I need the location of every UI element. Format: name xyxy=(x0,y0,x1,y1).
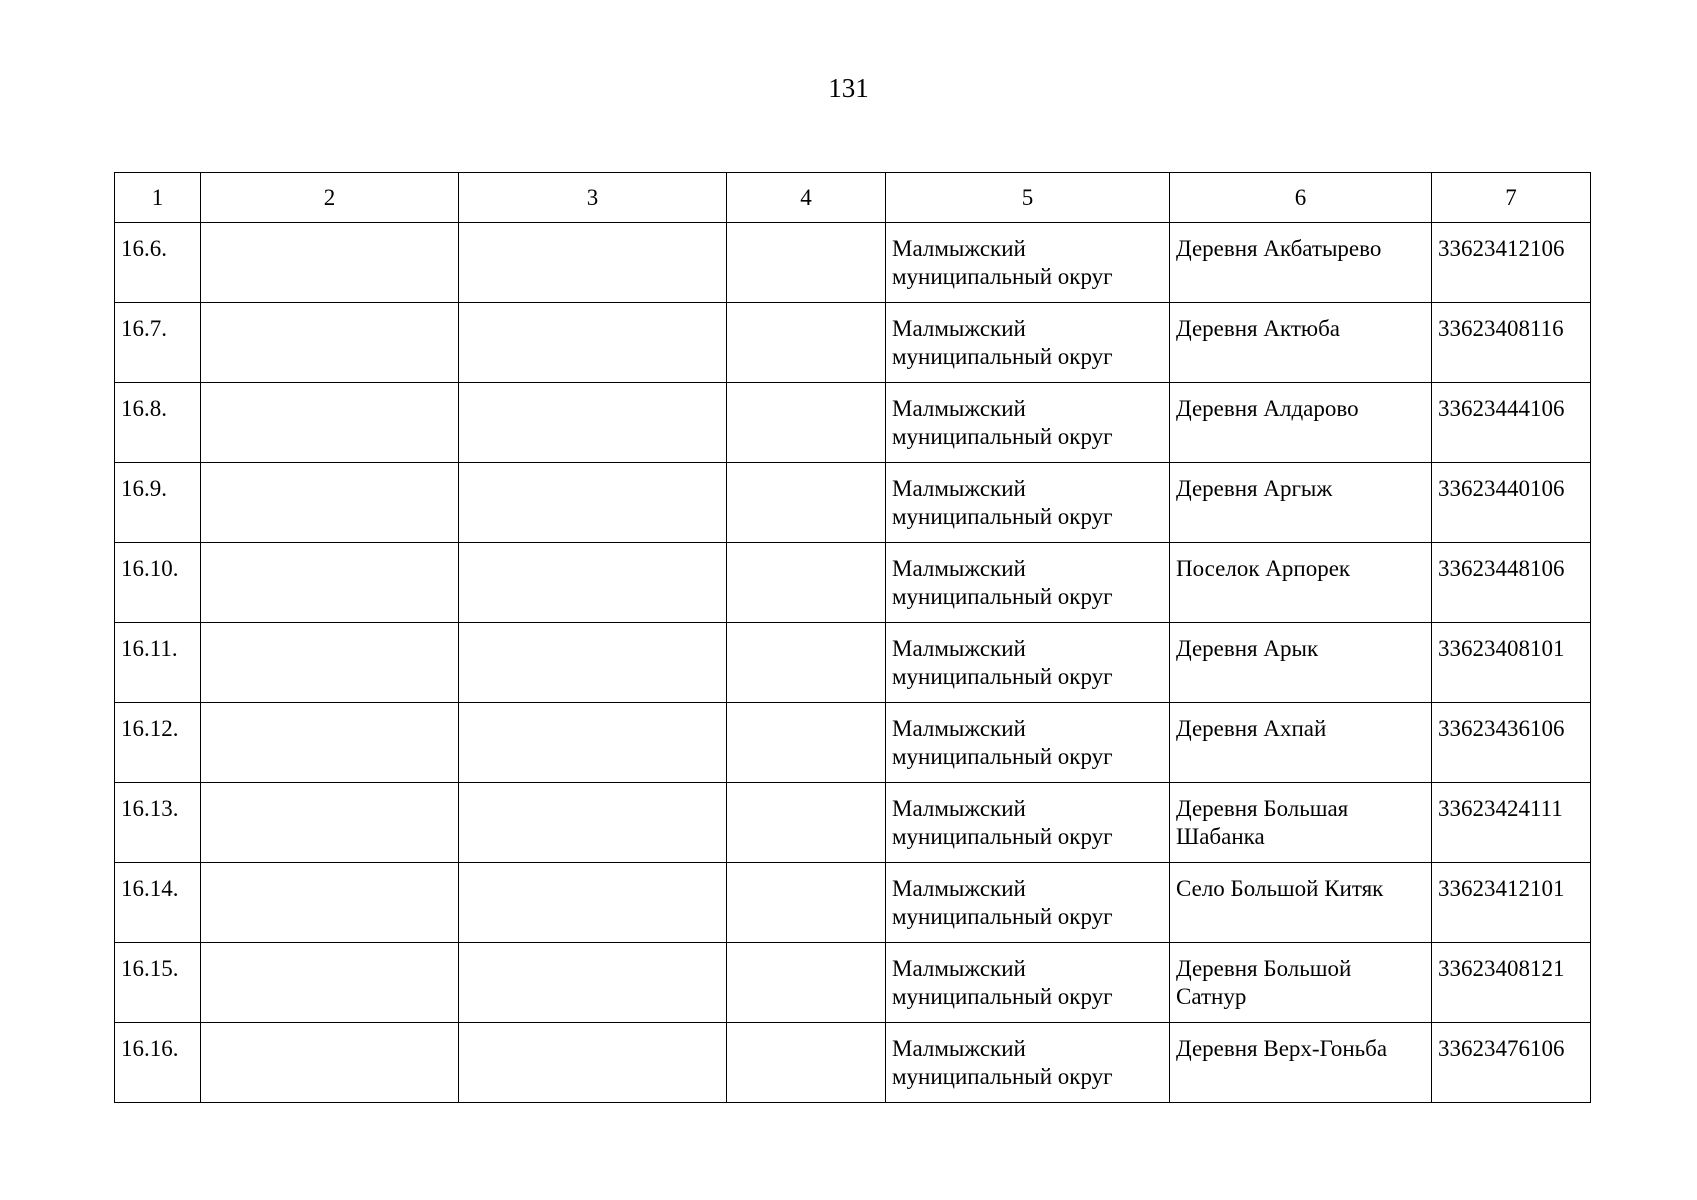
settlement-cell: Деревня Ахпай xyxy=(1170,703,1432,783)
column-3-cell xyxy=(459,623,727,703)
column-2-cell xyxy=(201,943,459,1023)
column-3-cell xyxy=(459,383,727,463)
column-2-cell xyxy=(201,463,459,543)
column-3-cell xyxy=(459,543,727,623)
column-4-cell xyxy=(727,703,886,783)
header-cell-5: 5 xyxy=(886,173,1170,223)
settlement-cell: Деревня Аргыж xyxy=(1170,463,1432,543)
column-2-cell xyxy=(201,623,459,703)
column-2-cell xyxy=(201,1023,459,1103)
header-cell-3: 3 xyxy=(459,173,727,223)
oktmo-code-cell: 33623412106 xyxy=(1432,223,1591,303)
column-4-cell xyxy=(727,623,886,703)
district-cell: Малмыжский муниципальный округ xyxy=(886,863,1170,943)
district-cell: Малмыжский муниципальный округ xyxy=(886,463,1170,543)
column-2-cell xyxy=(201,543,459,623)
header-cell-6: 6 xyxy=(1170,173,1432,223)
settlements-table xyxy=(114,172,1591,1103)
table-row xyxy=(115,623,1591,703)
oktmo-code-cell: 33623444106 xyxy=(1432,383,1591,463)
oktmo-code-cell: 33623408116 xyxy=(1432,303,1591,383)
column-4-cell xyxy=(727,303,886,383)
settlement-cell: Деревня Акбатырево xyxy=(1170,223,1432,303)
column-2-cell xyxy=(201,703,459,783)
row-number-cell: 16.16. xyxy=(115,1023,201,1103)
settlement-cell: Деревня Актюба xyxy=(1170,303,1432,383)
column-2-cell xyxy=(201,383,459,463)
column-4-cell xyxy=(727,943,886,1023)
column-4-cell xyxy=(727,783,886,863)
page-number: 131 xyxy=(828,73,869,103)
table-row xyxy=(115,943,1591,1023)
header-cell-1: 1 xyxy=(115,173,201,223)
district-cell: Малмыжский муниципальный округ xyxy=(886,783,1170,863)
district-cell: Малмыжский муниципальный округ xyxy=(886,223,1170,303)
table-row xyxy=(115,1023,1591,1103)
column-4-cell xyxy=(727,223,886,303)
row-number-cell: 16.12. xyxy=(115,703,201,783)
district-cell: Малмыжский муниципальный округ xyxy=(886,383,1170,463)
settlement-cell: Деревня Алдарово xyxy=(1170,383,1432,463)
settlement-cell: Поселок Арпорек xyxy=(1170,543,1432,623)
header-cell-2: 2 xyxy=(201,173,459,223)
column-3-cell xyxy=(459,943,727,1023)
header-cell-7: 7 xyxy=(1432,173,1591,223)
district-cell: Малмыжский муниципальный округ xyxy=(886,703,1170,783)
table-row xyxy=(115,223,1591,303)
column-2-cell xyxy=(201,303,459,383)
row-number-cell: 16.8. xyxy=(115,383,201,463)
table-header-row xyxy=(115,173,1591,223)
header-cell-4: 4 xyxy=(727,173,886,223)
oktmo-code-cell: 33623440106 xyxy=(1432,463,1591,543)
table-row xyxy=(115,783,1591,863)
oktmo-code-cell: 33623412101 xyxy=(1432,863,1591,943)
row-number-cell: 16.10. xyxy=(115,543,201,623)
column-3-cell xyxy=(459,223,727,303)
column-4-cell xyxy=(727,463,886,543)
column-4-cell xyxy=(727,1023,886,1103)
column-3-cell xyxy=(459,1023,727,1103)
district-cell: Малмыжский муниципальный округ xyxy=(886,543,1170,623)
oktmo-code-cell: 33623436106 xyxy=(1432,703,1591,783)
oktmo-code-cell: 33623476106 xyxy=(1432,1023,1591,1103)
column-3-cell xyxy=(459,863,727,943)
district-cell: Малмыжский муниципальный округ xyxy=(886,943,1170,1023)
oktmo-code-cell: 33623408101 xyxy=(1432,623,1591,703)
column-3-cell xyxy=(459,783,727,863)
settlement-cell: Деревня Большой Сатнур xyxy=(1170,943,1432,1023)
table-row xyxy=(115,863,1591,943)
column-4-cell xyxy=(727,543,886,623)
column-2-cell xyxy=(201,223,459,303)
column-4-cell xyxy=(727,383,886,463)
row-number-cell: 16.13. xyxy=(115,783,201,863)
row-number-cell: 16.6. xyxy=(115,223,201,303)
column-3-cell xyxy=(459,303,727,383)
table-row xyxy=(115,703,1591,783)
district-cell: Малмыжский муниципальный округ xyxy=(886,623,1170,703)
table-row xyxy=(115,463,1591,543)
settlement-cell: Деревня Большая Шабанка xyxy=(1170,783,1432,863)
district-cell: Малмыжский муниципальный округ xyxy=(886,1023,1170,1103)
table-row xyxy=(115,543,1591,623)
row-number-cell: 16.9. xyxy=(115,463,201,543)
table-row xyxy=(115,303,1591,383)
column-3-cell xyxy=(459,463,727,543)
row-number-cell: 16.15. xyxy=(115,943,201,1023)
row-number-cell: 16.14. xyxy=(115,863,201,943)
settlement-cell: Деревня Верх-Гоньба xyxy=(1170,1023,1432,1103)
oktmo-code-cell: 33623408121 xyxy=(1432,943,1591,1023)
column-2-cell xyxy=(201,783,459,863)
column-2-cell xyxy=(201,863,459,943)
settlement-cell: Село Большой Китяк xyxy=(1170,863,1432,943)
oktmo-code-cell: 33623424111 xyxy=(1432,783,1591,863)
row-number-cell: 16.7. xyxy=(115,303,201,383)
settlement-cell: Деревня Арык xyxy=(1170,623,1432,703)
column-3-cell xyxy=(459,703,727,783)
column-4-cell xyxy=(727,863,886,943)
table-row xyxy=(115,383,1591,463)
district-cell: Малмыжский муниципальный округ xyxy=(886,303,1170,383)
row-number-cell: 16.11. xyxy=(115,623,201,703)
oktmo-code-cell: 33623448106 xyxy=(1432,543,1591,623)
